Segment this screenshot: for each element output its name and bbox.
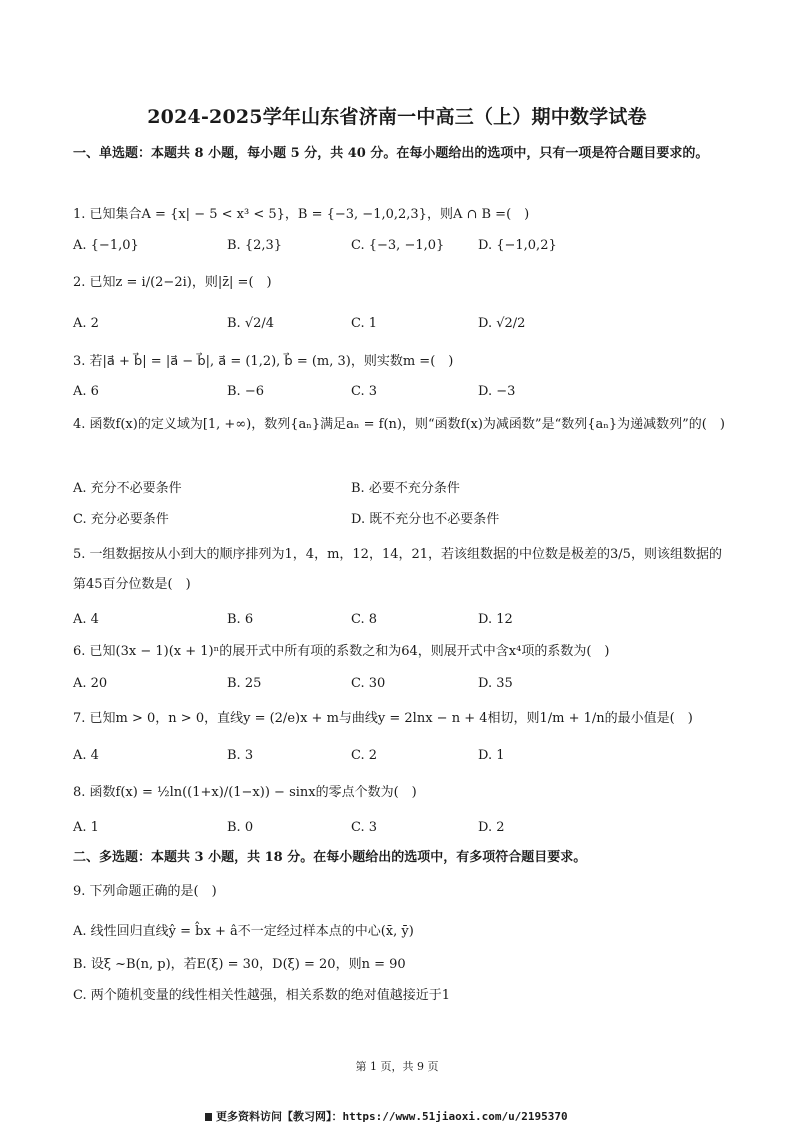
- option-c: C. {−3, −1,0}: [351, 238, 445, 253]
- option-c: C. 8: [351, 612, 378, 627]
- option-a: A. {−1,0}: [73, 238, 139, 253]
- question-8-options: [73, 820, 733, 840]
- question-9-option-b: B. 设ξ ~B(n, p)，若E(ξ) = 30，D(ξ) = 20，则n = 90: [73, 957, 406, 972]
- question-1-options: [73, 238, 733, 258]
- option-b: B. 必要不充分条件: [351, 481, 460, 496]
- question-4-options-row2: [73, 508, 733, 528]
- option-d: D. 既不充分也不必要条件: [351, 512, 500, 527]
- option-a: A. 充分不必要条件: [73, 481, 182, 496]
- option-c: C. 30: [351, 676, 386, 691]
- footer-link[interactable]: [205, 1108, 568, 1124]
- question-7-stem: 7. 已知m > 0，n > 0，直线y = (2/e)x + m与曲线y = 2lnx − n + 4相切，则1/m + 1/n的最小值是( ): [73, 711, 693, 726]
- section-heading-multiple-choice: 二、多选题：本题共 3 小题，共 18 分。在每小题给出的选项中，有多项符合题目要求。: [73, 850, 587, 865]
- option-b: B. √2/4: [227, 316, 275, 331]
- option-a: A. 4: [73, 612, 99, 627]
- page-number: 第 1 页，共 9 页: [355, 1060, 439, 1073]
- option-a: A. 6: [73, 384, 99, 399]
- option-d: D. 12: [478, 612, 513, 627]
- option-c: C. 3: [351, 820, 378, 835]
- question-8-stem: 8. 函数f(x) = ½ln((1+x)/(1−x)) − sinx的零点个数为( ): [73, 785, 417, 800]
- footer-link-text[interactable]: 更多资料访问【教习网】：https://www.51jiaoxi.com/u/2195370: [216, 1110, 568, 1123]
- question-4-options-row1: [73, 477, 733, 497]
- option-b: B. {2,3}: [227, 238, 283, 253]
- question-3-options: [73, 384, 733, 404]
- section-heading-single-choice: 一、单选题：本题共 8 小题，每小题 5 分，共 40 分。在每小题给出的选项中，只有一项是符合题目要求的。: [73, 146, 709, 161]
- option-d: D. 35: [478, 676, 513, 691]
- option-a: A. 1: [73, 820, 99, 835]
- question-3-stem: 3. 若|a⃗ + b⃗| = |a⃗ − b⃗|, a⃗ = (1,2), b⃗ = (m, 3)，则实数m =( ): [73, 354, 454, 369]
- option-d: D. 1: [478, 748, 505, 763]
- question-5-stem: 5. 一组数据按从小到大的顺序排列为1，4，m，12，14，21，若该组数据的中位数是极差的3/5，则该组数据的第45百分位数是( ): [73, 547, 722, 592]
- option-c: C. 3: [351, 384, 378, 399]
- question-5-options: [73, 612, 733, 632]
- option-d: D. 2: [478, 820, 505, 835]
- option-b: B. −6: [227, 384, 264, 399]
- question-9-stem: 9. 下列命题正确的是( ): [73, 884, 217, 899]
- question-4-stem: 4. 函数f(x)的定义域为[1, +∞)，数列{aₙ}满足aₙ = f(n)，则“函数f(x)为减函数”是“数列{aₙ}为递减数列”的( ): [73, 417, 725, 432]
- option-c: C. 2: [351, 748, 378, 763]
- question-9-option-c: C. 两个随机变量的线性相关性越强，相关系数的绝对值越接近于1: [73, 988, 451, 1003]
- question-2-options: [73, 316, 733, 336]
- option-b: B. 3: [227, 748, 254, 763]
- question-6-stem: 6. 已知(3x − 1)(x + 1)ⁿ的展开式中所有项的系数之和为64，则展开式中含x⁴项的系数为( ): [73, 644, 610, 659]
- question-6-options: [73, 676, 733, 696]
- question-7-options: [73, 748, 733, 768]
- option-a: A. 4: [73, 748, 99, 763]
- question-2-stem: 2. 已知z = i/(2−2i)，则|z̄| =( ): [73, 275, 272, 290]
- option-d: D. √2/2: [478, 316, 526, 331]
- option-b: B. 0: [227, 820, 254, 835]
- option-d: D. {−1,0,2}: [478, 238, 557, 253]
- option-d: D. −3: [478, 384, 516, 399]
- option-b: B. 6: [227, 612, 254, 627]
- flag-icon: [205, 1113, 212, 1121]
- option-b: B. 25: [227, 676, 262, 691]
- question-9-option-a: A. 线性回归直线ŷ = b̂x + â不一定经过样本点的中心(x̄, ȳ): [73, 924, 414, 939]
- option-a: A. 2: [73, 316, 99, 331]
- page-title: 2024-2025学年山东省济南一中高三（上）期中数学试卷: [147, 106, 647, 128]
- question-1-stem: 1. 已知集合A = {x| − 5 < x³ < 5}，B = {−3, −1,0,2,3}，则A ∩ B =( ): [73, 207, 530, 222]
- option-c: C. 1: [351, 316, 378, 331]
- option-c: C. 充分必要条件: [73, 512, 169, 527]
- option-a: A. 20: [73, 676, 108, 691]
